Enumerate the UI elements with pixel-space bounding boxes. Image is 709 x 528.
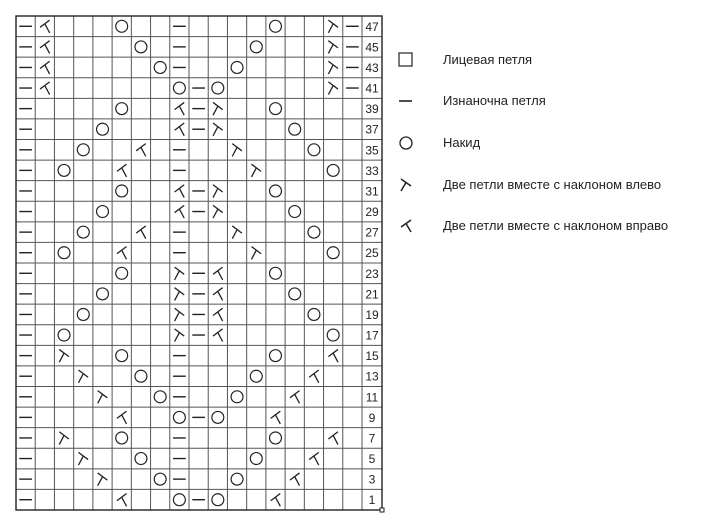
yarn-over [308,226,320,238]
yarn-over [116,185,128,197]
yarn-over [116,350,128,362]
row-number: 17 [365,328,379,343]
decrease-right [213,329,223,342]
row-number: 35 [365,143,379,158]
yarn-over [270,20,282,32]
decrease-right [117,164,127,177]
decrease-left [98,473,108,486]
decrease-right [175,123,185,136]
decrease-left-icon [395,170,421,200]
decrease-left [232,226,242,239]
legend-item-knit [395,45,709,75]
yarn-over [327,247,339,259]
decrease-right [40,41,50,54]
row-number: 19 [365,307,379,322]
purl-dash-icon [395,86,421,116]
decrease-right [175,102,185,115]
chart-legend [395,0,709,528]
row-number: 37 [365,122,379,137]
yarn-over [270,103,282,115]
yarn-over [173,411,185,423]
row-number: 33 [365,163,379,178]
yarn-over [308,144,320,156]
yarn-over [154,391,166,403]
decrease-right [40,20,50,33]
decrease-left [213,123,223,136]
decrease-left [98,391,108,404]
decrease-left [175,308,185,321]
yarn-over-circle-icon [395,128,421,158]
decrease-right [290,391,300,404]
row-number: 47 [365,19,379,34]
yarn-over [58,247,70,259]
yarn-over [77,226,89,238]
corner-mark [380,508,384,512]
decrease-left [328,82,338,95]
row-number: 31 [365,184,379,199]
yarn-over [231,391,243,403]
row-number: 5 [368,452,376,467]
yarn-over [250,453,262,465]
decrease-left [78,452,88,465]
decrease-left [175,288,185,301]
row-number: 9 [368,410,376,425]
yarn-over [270,185,282,197]
decrease-left [213,205,223,218]
yarn-over [270,350,282,362]
yarn-over [327,164,339,176]
decrease-right [271,411,281,424]
legend-label-purl: Изнаночна петля [443,93,546,108]
legend-label-knit: Лицевая петля [443,52,533,67]
yarn-over [212,411,224,423]
decrease-left [175,329,185,342]
decrease-left [328,20,338,33]
decrease-left [328,41,338,54]
yarn-over [154,62,166,74]
decrease-right [136,226,146,239]
yarn-over [173,494,185,506]
decrease-right [175,185,185,198]
row-number: 25 [365,246,379,261]
decrease-right [213,308,223,321]
decrease-right [117,494,127,507]
row-number: 41 [365,81,379,96]
row-number: 21 [365,287,379,302]
yarn-over [212,82,224,94]
decrease-right [136,144,146,157]
decrease-left [78,370,88,383]
yarn-over [173,82,185,94]
row-number: 3 [368,472,376,487]
yarn-over [97,206,109,218]
decrease-left [328,61,338,74]
decrease-right [40,61,50,74]
yarn-over [289,123,301,135]
yarn-over [250,370,262,382]
decrease-left [59,349,69,362]
yarn-over [231,473,243,485]
decrease-right [175,205,185,218]
decrease-right [290,473,300,486]
yarn-over [270,432,282,444]
yarn-over [58,329,70,341]
legend-label-decrease-right: Две петли вместе с наклоном вправо [443,218,669,233]
yarn-over [135,370,147,382]
legend-item-decrease-right [395,211,709,241]
row-number: 29 [365,205,379,220]
yarn-over [97,123,109,135]
decrease-left [232,144,242,157]
yarn-over [289,288,301,300]
decrease-left [213,185,223,198]
decrease-left [251,247,261,260]
yarn-over [250,41,262,53]
legend-item-yarn-over [395,128,709,158]
yarn-over [231,62,243,74]
yarn-over [135,41,147,53]
decrease-left [59,432,69,445]
row-number: 7 [368,431,376,446]
yarn-over [135,453,147,465]
decrease-right [213,288,223,301]
yarn-over [116,103,128,115]
yarn-over [289,206,301,218]
legend-item-decrease-left [395,170,709,200]
row-number: 1 [368,493,376,508]
decrease-right [117,411,127,424]
yarn-over [270,267,282,279]
yarn-over [77,144,89,156]
row-number: 39 [365,102,379,117]
row-number: 15 [365,349,379,364]
decrease-right-icon [395,211,421,241]
decrease-right [117,247,127,260]
row-number: 23 [365,266,379,281]
row-number: 11 [365,390,379,405]
decrease-right [271,494,281,507]
decrease-left [175,267,185,280]
yarn-over [116,20,128,32]
yarn-over [77,309,89,321]
yarn-over [308,309,320,321]
row-number: 13 [365,369,379,384]
decrease-left [213,102,223,115]
decrease-left [251,164,261,177]
legend-label-yarn-over: Накид [443,135,481,150]
decrease-right [328,349,338,362]
decrease-right [40,82,50,95]
row-number: 45 [365,40,379,55]
row-number: 43 [365,60,379,75]
decrease-right [213,267,223,280]
yarn-over [97,288,109,300]
row-number: 27 [365,225,379,240]
decrease-right [309,452,319,465]
knit-square-icon [395,45,421,75]
legend-item-purl [395,86,709,116]
yarn-over [212,494,224,506]
decrease-right [328,432,338,445]
yarn-over [327,329,339,341]
legend-label-decrease-left: Две петли вместе с наклоном влево [443,177,662,192]
yarn-over [116,432,128,444]
yarn-over [154,473,166,485]
yarn-over [116,267,128,279]
yarn-over [58,164,70,176]
decrease-right [309,370,319,383]
